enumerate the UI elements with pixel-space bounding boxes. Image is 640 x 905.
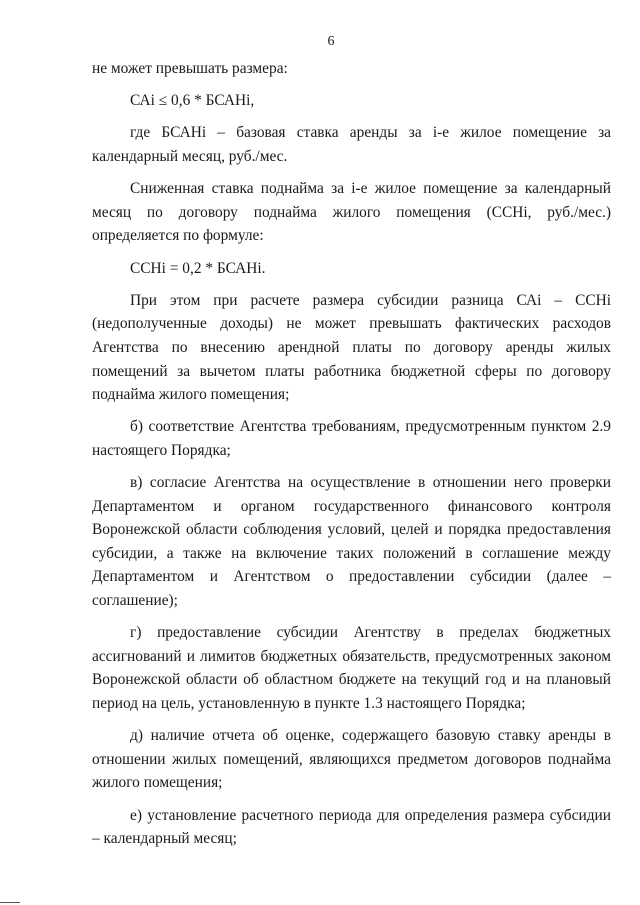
paragraph-subsidy-difference: При этом при расчете размера субсидии разница САi – ССНi (недополученные доходы) не может превышать фактических расходов Агентства по внесению арендной платы по договору аренды жилых помещений за вычетом платы работника бюджетной сферы по договору поднайма жилого помещения; [92, 291, 611, 404]
paragraph-bsan-definition: где БСАНi – базовая ставка аренды за i-е жилое помещение за календарный месяц, руб./мес. [92, 124, 611, 165]
formula-ca: САi ≤ 0,6 * БСАНi, [130, 92, 255, 110]
formula-ccn: ССНi = 0,2 * БСАНi. [130, 259, 266, 277]
paragraph-intro: не может превышать размера: [92, 60, 288, 77]
paragraph-item-e: е) установление расчетного периода для определения размера субсидии – календарный месяц; [92, 806, 611, 848]
page-number: 6 [327, 34, 335, 49]
document-body [92, 57, 611, 859]
paragraph-item-b: б) соответствие Агентства требованиям, предусмотренным пунктом 2.9 настоящего Порядка; [92, 418, 611, 459]
paragraph-reduced-rate: Сниженная ставка поднайма за i-е жилое помещение за календарный месяц по договору поднайма жилого помещения (ССНi, руб./мес.) определяется по формуле: [92, 180, 611, 245]
paragraph-item-v: в) согласие Агентства на осуществление в отношении него проверки Департаментом и органом государственного финансового контроля Воронежской области соблюдения условий, целей и порядка предоставления субсидии, а также на включение таких положений в соглашение между Департаментом и Агентством о предоставлении субсидии (далее – соглашение); [92, 474, 611, 610]
page-edge-mark [0, 902, 20, 903]
paragraph-item-g: г) предоставление субсидии Агентству в пределах бюджетных ассигнований и лимитов бюджетных обязательств, предусмотренных законом Воронежской области об областном бюджете на текущий год и на плановый период на цель, установленную в пункте 1.3 настоящего Порядка; [92, 624, 611, 712]
paragraph-item-d: д) наличие отчета об оценке, содержащего базовую ставку аренды в отношении жилых помещений, являющихся предметом договоров поднайма жилого помещения; [92, 727, 611, 792]
